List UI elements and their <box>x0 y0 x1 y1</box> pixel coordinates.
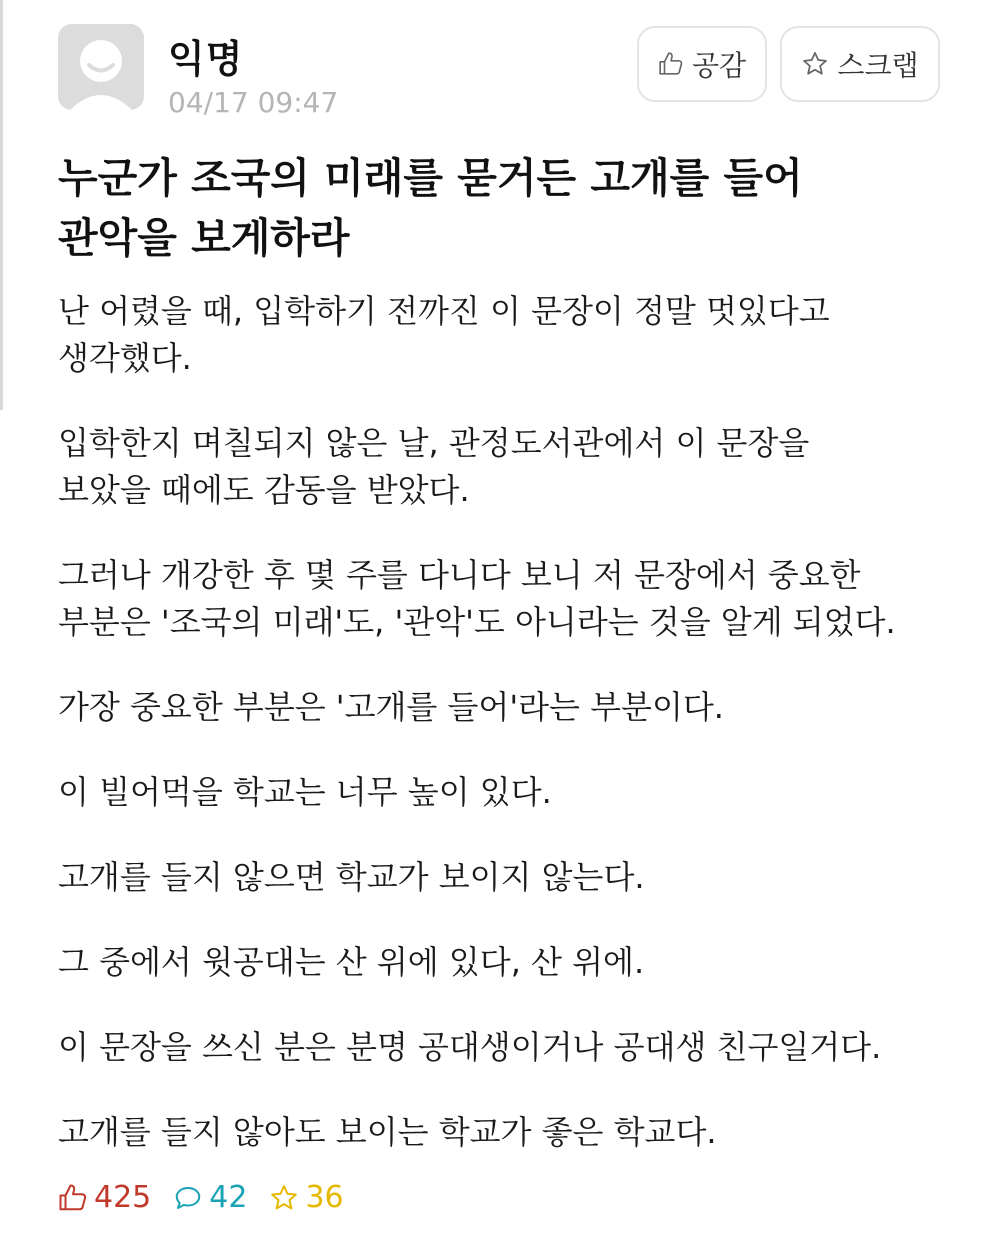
post-paragraph <box>58 420 958 514</box>
like-count <box>58 1180 151 1215</box>
post-title-line: 누군가 조국의 미래를 묻거든 고개를 들어 <box>58 154 803 202</box>
like-button-label: 공감 <box>691 49 747 82</box>
author-name: 익명 <box>168 37 244 81</box>
post-line: 보았을 때에도 감동을 받았다. <box>58 471 470 509</box>
post-line: 그 중에서 윗공대는 산 위에 있다, 산 위에. <box>58 943 645 981</box>
thumbs-up-icon <box>58 1183 88 1213</box>
post-paragraph <box>58 854 958 901</box>
post-title <box>58 148 938 268</box>
post-line: 입학한지 며칠되지 않은 날, 관정도서관에서 이 문장을 <box>58 424 810 462</box>
post-line: 그러나 개강한 후 몇 주를 다니다 보니 저 문장에서 중요한 <box>58 556 861 594</box>
thumbs-up-icon <box>658 51 684 77</box>
post-paragraph <box>58 1024 958 1071</box>
scrap-button-label: 스크랩 <box>837 49 919 82</box>
post-line: 고개를 들지 않아도 보이는 학교가 좋은 학교다. <box>58 1113 717 1151</box>
star-icon <box>801 50 829 78</box>
post-paragraph <box>58 288 958 382</box>
post-stats <box>58 1180 366 1215</box>
comment-count <box>173 1180 247 1215</box>
post-line: 생각했다. <box>58 339 192 377</box>
comment-count-value: 42 <box>209 1180 248 1215</box>
post-paragraph <box>58 684 958 731</box>
like-count-value: 425 <box>94 1180 152 1215</box>
left-edge-divider <box>0 0 3 410</box>
scrap-button[interactable] <box>780 26 940 102</box>
post-line: 부분은 '조국의 미래'도, '관악'도 아니라는 것을 알게 되었다. <box>58 603 896 641</box>
like-button[interactable] <box>637 26 767 102</box>
post-paragraph <box>58 552 958 646</box>
scrap-count-value: 36 <box>305 1180 344 1215</box>
post-title-line: 관악을 보게하라 <box>58 214 350 262</box>
post-line: 고개를 들지 않으면 학교가 보이지 않는다. <box>58 858 645 896</box>
post-paragraph <box>58 1109 958 1156</box>
post-line: 난 어렸을 때, 입학하기 전까진 이 문장이 정말 멋있다고 <box>58 292 830 330</box>
post-body <box>58 288 958 1194</box>
post-timestamp: 04/17 09:47 <box>168 86 339 119</box>
post-line: 이 빌어먹을 학교는 너무 높이 있다. <box>58 773 552 811</box>
post-line: 이 문장을 쓰신 분은 분명 공대생이거나 공대생 친구일거다. <box>58 1028 882 1066</box>
post-line: 가장 중요한 부분은 '고개를 들어'라는 부분이다. <box>58 688 724 726</box>
author-avatar <box>58 24 144 110</box>
star-icon <box>269 1183 299 1213</box>
post-paragraph <box>58 769 958 816</box>
speech-bubble-icon <box>173 1183 203 1213</box>
scrap-count <box>269 1180 343 1215</box>
post-paragraph <box>58 939 958 986</box>
